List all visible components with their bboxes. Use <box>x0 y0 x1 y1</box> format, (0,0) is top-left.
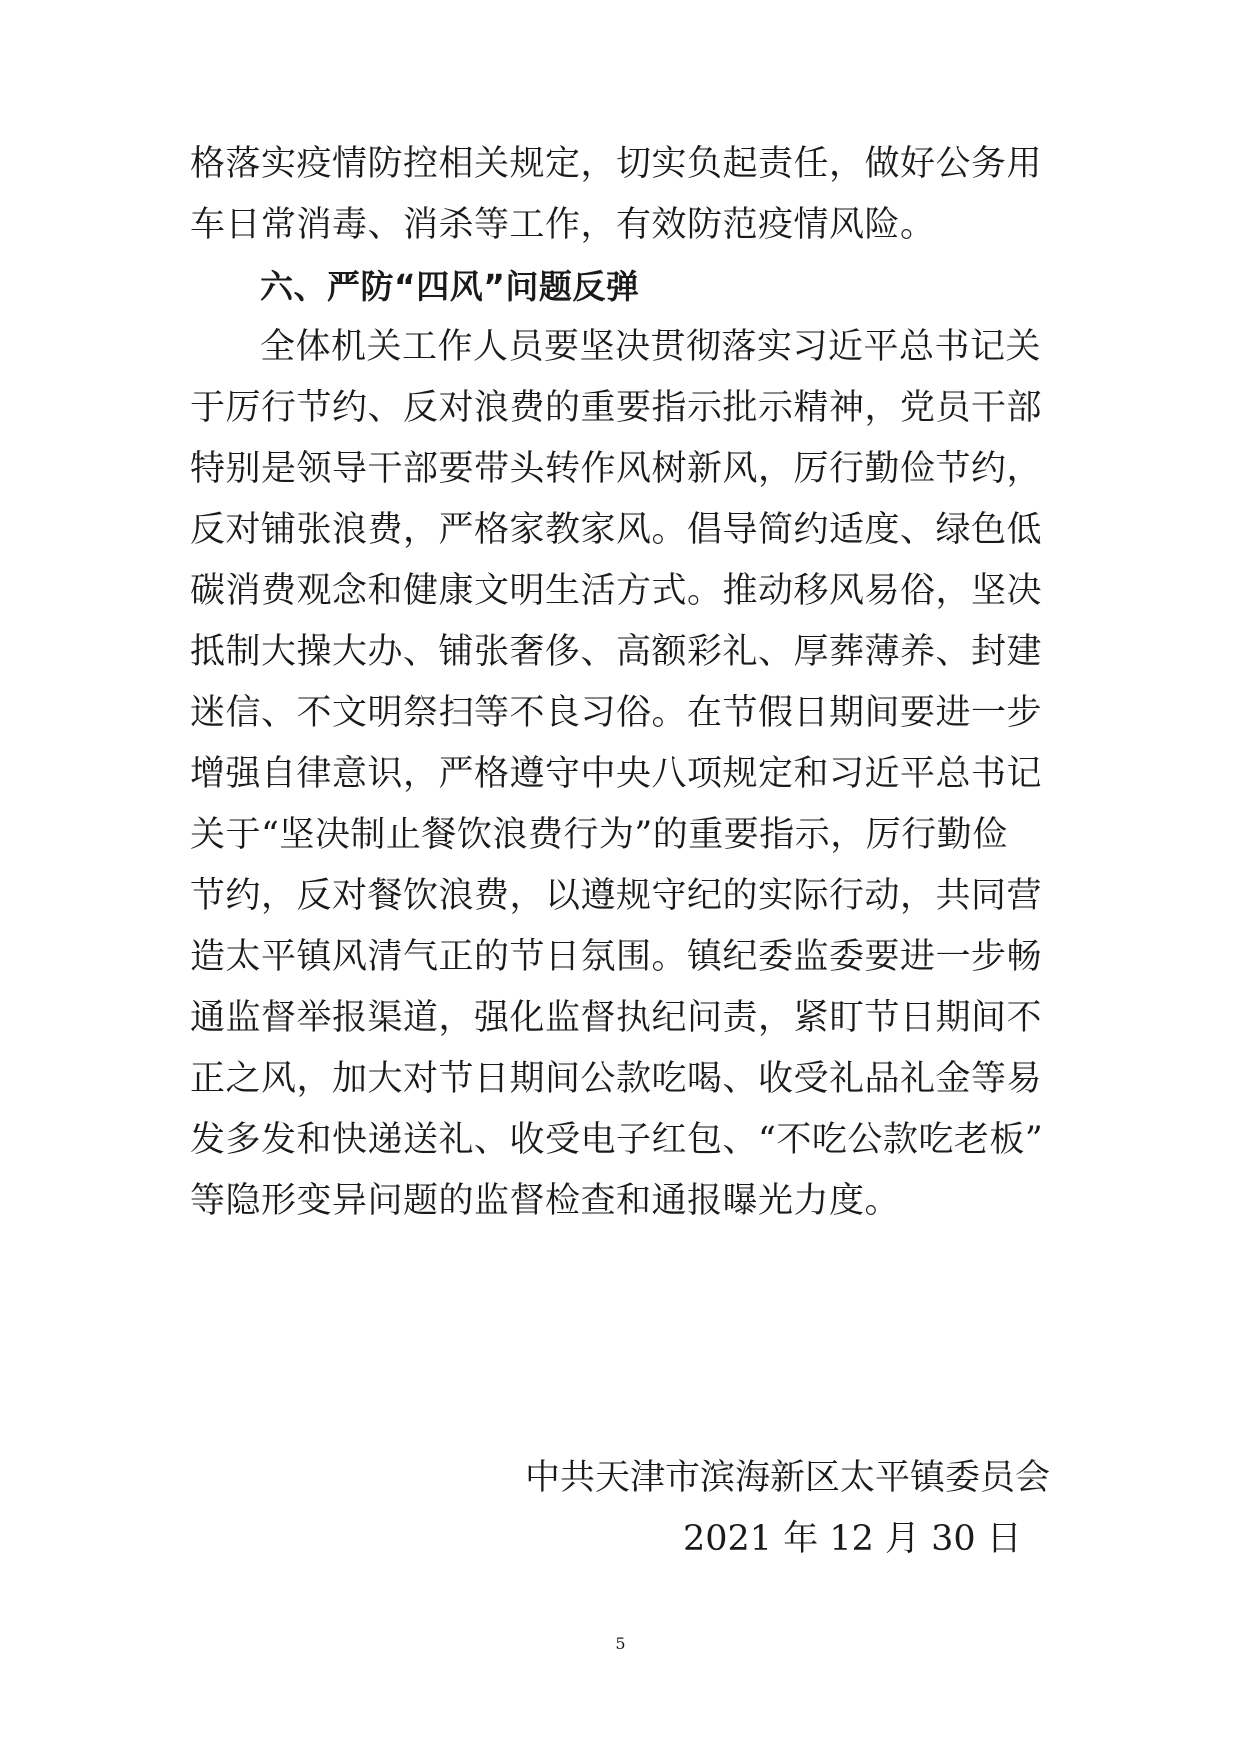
signature-date: 2021 年 12 月 30 日 <box>683 1519 1022 1559</box>
page-number: 5 <box>615 1634 626 1653</box>
paragraph-line: 关于“坚决制止餐饮浪费行为”的重要指示，厉行勤俭 <box>190 815 1008 855</box>
section-paragraph <box>190 317 1060 1232</box>
paragraph-line: 通监督举报渠道，强化监督执纪问责，紧盯节日期间不 <box>190 998 1043 1038</box>
section-heading-block <box>190 256 1060 317</box>
paragraph-line: 正之风，加大对节日期间公款吃喝、收受礼品礼金等易 <box>190 1059 1043 1099</box>
section-heading: 六、严防“四风”问题反弹 <box>260 267 640 306</box>
paragraph-line: 增强自律意识，严格遵守中央八项规定和习近平总书记 <box>190 754 1043 794</box>
paragraph-line: 于厉行节约、反对浪费的重要指示批示精神，党员干部 <box>190 388 1043 428</box>
paragraph-line: 迷信、不文明祭扫等不良习俗。在节假日期间要进一步 <box>190 693 1043 733</box>
paragraph-line: 碳消费观念和健康文明生活方式。推动移风易俗，坚决 <box>190 571 1043 611</box>
paragraph-line: 反对铺张浪费，严格家教家风。倡导简约适度、绿色低 <box>190 510 1043 550</box>
paragraph-line: 全体机关工作人员要坚决贯彻落实习近平总书记关 <box>260 327 1042 367</box>
continued-paragraph <box>190 134 1060 256</box>
paragraph-line: 节约，反对餐饮浪费，以遵规守纪的实际行动，共同营 <box>190 876 1043 916</box>
paragraph-line: 车日常消毒、消杀等工作，有效防范疫情风险。 <box>190 205 936 245</box>
paragraph-line: 格落实疫情防控相关规定，切实负起责任，做好公务用 <box>190 144 1043 184</box>
paragraph-line: 特别是领导干部要带头转作风树新风，厉行勤俭节约， <box>190 449 1043 489</box>
signature-organization: 中共天津市滨海新区太平镇委员会 <box>525 1458 1051 1498</box>
paragraph-line: 抵制大操大办、铺张奢侈、高额彩礼、厚葬薄养、封建 <box>190 632 1043 672</box>
paragraph-line: 造太平镇风清气正的节日氛围。镇纪委监委要进一步畅 <box>190 937 1043 977</box>
paragraph-line: 发多发和快递送礼、收受电子红包、“不吃公款吃老板” <box>190 1120 1044 1160</box>
paragraph-line: 等隐形变异问题的监督检查和通报曝光力度。 <box>190 1181 901 1221</box>
